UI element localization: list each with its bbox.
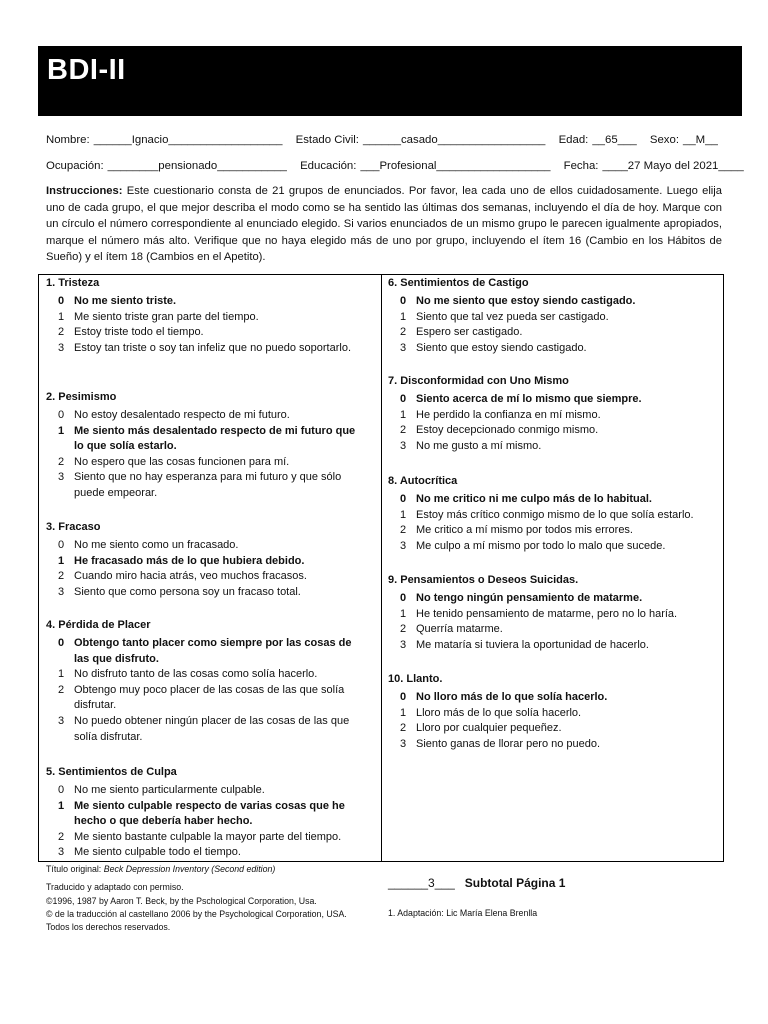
option-2[interactable]: 2 Cuando miro hacia atrás, veo muchos fracasos. bbox=[58, 570, 307, 583]
option-1[interactable]: 1 He tenido pensamiento de matarme, pero no lo haría. bbox=[400, 607, 678, 620]
option-2[interactable]: 2 Me critico a mí mismo por todos mis errores. bbox=[400, 524, 633, 537]
option-0[interactable]: 0 No estoy desalentado respecto de mi futuro. bbox=[58, 409, 290, 421]
original-title-note bbox=[46, 864, 275, 874]
original-title-label: Título original: bbox=[46, 864, 102, 874]
option-2[interactable]: 2 Querría matarme. bbox=[400, 623, 503, 636]
option-0[interactable]: 0 No me siento particularmente culpable. bbox=[58, 784, 265, 796]
option-3[interactable]: 3 Me culpo a mí mismo por todo lo malo que sucede. bbox=[400, 539, 666, 552]
civil-status-field[interactable]: ______casado_________________ bbox=[362, 134, 546, 146]
option-1[interactable]: 1 He fracasado más de lo que hubiera debido. bbox=[58, 554, 305, 567]
header-bar bbox=[38, 46, 742, 116]
option-2[interactable]: 2 Estoy decepcionado conmigo mismo. bbox=[400, 424, 599, 437]
instructions-label: Instrucciones: bbox=[46, 185, 123, 197]
subtotal-value[interactable]: ______3___ bbox=[388, 876, 455, 890]
education-label: Educación: bbox=[300, 160, 357, 172]
item-group-4 bbox=[46, 617, 366, 745]
date-label: Fecha: bbox=[563, 160, 599, 172]
option-3[interactable]: 3 No puedo obtener ningún placer de las cosas de las que solía disfrutar. bbox=[58, 714, 350, 743]
option-1[interactable]: 1 Me siento más desalentado respecto de mi futuro que lo que solía estarlo. bbox=[58, 424, 356, 453]
education-field[interactable]: ___Profesional__________________ bbox=[360, 160, 551, 172]
date-field[interactable]: ____27 Mayo del 2021____ bbox=[602, 160, 744, 172]
option-1[interactable]: 1 No disfruto tanto de las cosas como solía hacerlo. bbox=[58, 668, 318, 681]
column-divider bbox=[381, 274, 382, 862]
name-label: Nombre: bbox=[46, 134, 90, 146]
item-group-6 bbox=[388, 275, 718, 356]
option-0[interactable]: 0 No tengo ningún pensamiento de matarme. bbox=[400, 592, 643, 604]
subtotal-label: Subtotal Página 1 bbox=[464, 876, 566, 890]
option-1[interactable]: 1 Me siento triste gran parte del tiempo. bbox=[58, 310, 259, 323]
copyright-1: ©1996, 1987 by Aaron T. Beck, by the Pschological Corporation, Usa. bbox=[46, 896, 317, 906]
copyright-2: © de la traducción al castellano 2006 by the Psychological Corporation, USA. bbox=[46, 909, 347, 919]
option-1[interactable]: 1 Siento que tal vez pueda ser castigado. bbox=[400, 310, 609, 323]
occupation-label: Ocupación: bbox=[46, 160, 104, 172]
option-3[interactable]: 3 Siento que como persona soy un fracaso total. bbox=[58, 585, 301, 598]
option-0[interactable]: 0 No me siento que estoy siendo castigado. bbox=[400, 295, 636, 307]
option-3[interactable]: 3 No me gusto a mí mismo. bbox=[400, 439, 542, 452]
option-3[interactable]: 3 Siento ganas de llorar pero no puedo. bbox=[400, 737, 601, 750]
item-group-10 bbox=[388, 671, 718, 752]
rights-note: Todos los derechos reservados. bbox=[46, 922, 171, 932]
option-0[interactable]: 0 No me siento triste. bbox=[58, 295, 177, 307]
item-group-5 bbox=[46, 764, 366, 861]
option-2[interactable]: 2 Espero ser castigado. bbox=[400, 326, 523, 339]
subtotal bbox=[388, 876, 565, 890]
sex-label: Sexo: bbox=[649, 134, 680, 146]
option-0[interactable]: 0 Obtengo tanto placer como siempre por las cosas de las que disfruto. bbox=[58, 637, 352, 665]
group-title: 5. Sentimientos de Culpa bbox=[46, 766, 177, 778]
instructions bbox=[46, 183, 722, 266]
option-3[interactable]: 3 Estoy tan triste o soy tan infeliz que no puedo soportarlo. bbox=[58, 341, 351, 354]
item-group-1 bbox=[46, 275, 366, 356]
option-3[interactable]: 3 Siento que no hay esperanza para mi futuro y que sólo puede empeorar. bbox=[58, 471, 342, 499]
group-title: 4. Pérdida de Placer bbox=[46, 619, 151, 631]
instructions-text: Este cuestionario consta de 21 grupos de enunciados. Por favor, lea cada uno de ellos cuidadosamente. Luego elija uno de cada grupo, el que mejor describa el modo como se ha sentido las últimas dos semanas, incluyendo el día de hoy. Marque con un círculo el número correspondiente al enunciado elegido. Si varios enunciados de un mismo grupo le parecen igualmente apropiados, marque el número más alto. Verifique que no haya elegido más de uno por grupo, incluyendo el ítem 16 (Cambio en los Hábitos de Sueño) y el ítem 18 (Cambios en el Apetito). bbox=[46, 185, 723, 264]
name-field[interactable]: ______Ignacio__________________ bbox=[93, 134, 283, 146]
item-group-3 bbox=[46, 519, 366, 600]
option-1[interactable]: 1 Lloro más de lo que solía hacerlo. bbox=[400, 706, 582, 719]
sex-field[interactable]: __M__ bbox=[683, 134, 718, 146]
group-title: 2. Pesimismo bbox=[46, 391, 117, 403]
item-group-7 bbox=[388, 373, 718, 454]
group-title: 6. Sentimientos de Castigo bbox=[388, 277, 529, 289]
option-1[interactable]: 1 Me siento culpable respecto de varias cosas que he hecho o que debería haber hecho. bbox=[58, 799, 345, 828]
group-title: 9. Pensamientos o Deseos Suicidas. bbox=[388, 574, 579, 586]
group-title: 7. Disconformidad con Uno Mismo bbox=[388, 375, 569, 387]
occupation-field[interactable]: ________pensionado___________ bbox=[107, 160, 287, 172]
option-2[interactable]: 2 No espero que las cosas funcionen para mí. bbox=[58, 455, 290, 468]
option-3[interactable]: 3 Me siento culpable todo el tiempo. bbox=[58, 846, 241, 859]
group-title: 8. Autocrítica bbox=[388, 475, 458, 487]
civil-status-label: Estado Civil: bbox=[295, 134, 359, 146]
option-0[interactable]: 0 No me siento como un fracasado. bbox=[58, 539, 239, 551]
group-title: 1. Tristeza bbox=[46, 277, 100, 289]
option-2[interactable]: 2 Obtengo muy poco placer de las cosas de las que solía disfrutar. bbox=[58, 683, 345, 712]
group-title: 3. Fracaso bbox=[46, 521, 101, 533]
translated-note: Traducido y adaptado con permiso. bbox=[46, 882, 184, 892]
fields-row-2 bbox=[46, 160, 754, 172]
option-3[interactable]: 3 Siento que estoy siendo castigado. bbox=[400, 341, 587, 354]
option-0[interactable]: 0 No me critico ni me culpo más de lo habitual. bbox=[400, 493, 652, 505]
option-0[interactable]: 0 Siento acerca de mí lo mismo que siempre. bbox=[400, 393, 642, 405]
option-3[interactable]: 3 Me mataría si tuviera la oportunidad de hacerlo. bbox=[400, 638, 649, 651]
age-label: Edad: bbox=[558, 134, 589, 146]
item-group-8 bbox=[388, 473, 718, 554]
item-group-9 bbox=[388, 572, 718, 653]
original-title: Beck Depression Inventory (Second edition) bbox=[103, 864, 276, 874]
option-2[interactable]: 2 Lloro por cualquier pequeñez. bbox=[400, 722, 562, 735]
form-title: BDI-II bbox=[47, 54, 126, 86]
option-2[interactable]: 2 Estoy triste todo el tiempo. bbox=[58, 326, 204, 339]
fields-row-1 bbox=[46, 134, 728, 146]
adaptation-note: 1. Adaptación: Lic María Elena Brenlla bbox=[388, 908, 538, 918]
age-field[interactable]: __65___ bbox=[592, 134, 637, 146]
group-title: 10. Llanto. bbox=[388, 673, 443, 685]
option-1[interactable]: 1 Estoy más crítico conmigo mismo de lo que solía estarlo. bbox=[400, 508, 694, 521]
item-group-2 bbox=[46, 389, 366, 502]
option-2[interactable]: 2 Me siento bastante culpable la mayor parte del tiempo. bbox=[58, 830, 342, 843]
option-1[interactable]: 1 He perdido la confianza en mí mismo. bbox=[400, 408, 601, 421]
option-0[interactable]: 0 No lloro más de lo que solía hacerlo. bbox=[400, 691, 608, 703]
